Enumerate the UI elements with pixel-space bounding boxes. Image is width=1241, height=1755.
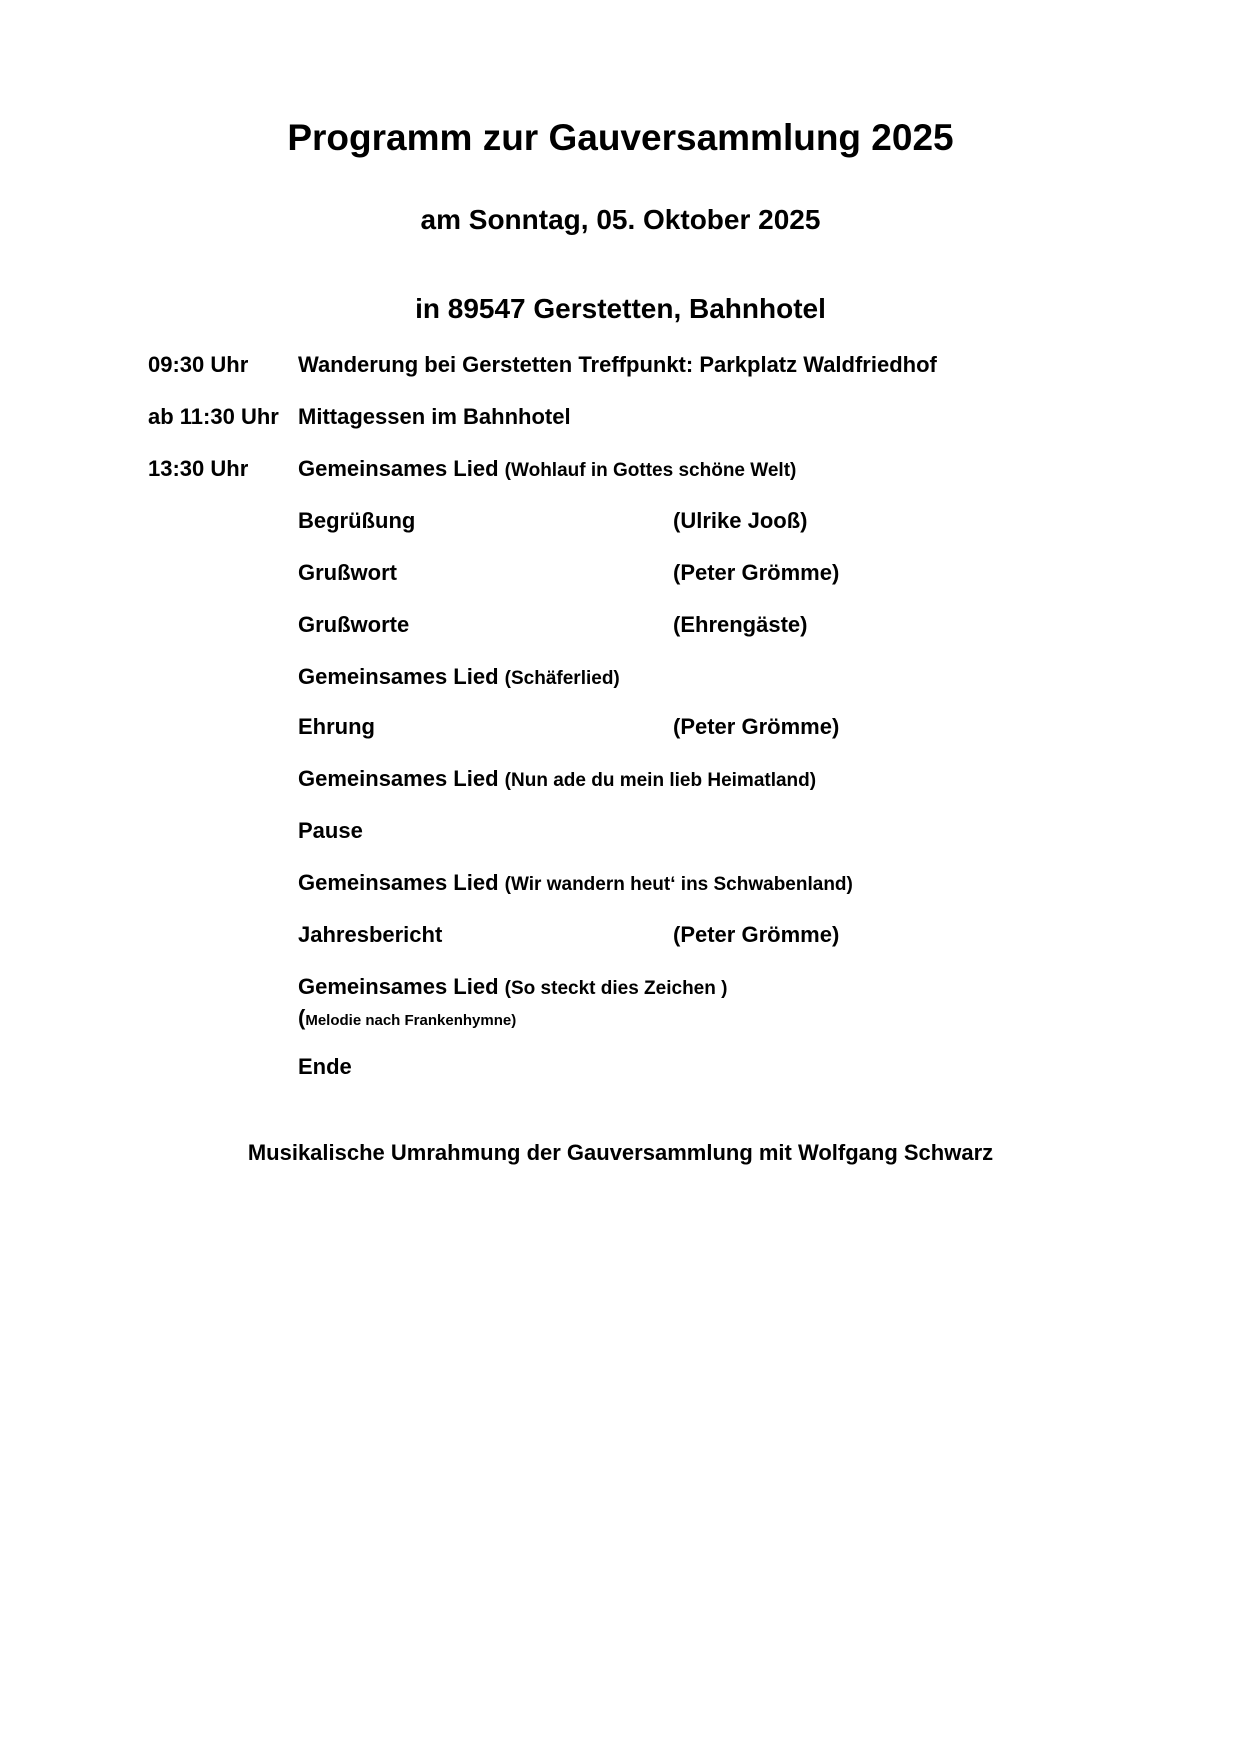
program-row	[0, 1052, 1241, 1082]
program-row	[0, 868, 1241, 898]
melody-open-paren: (	[298, 1005, 306, 1030]
program-person: (Peter Grömme)	[673, 560, 840, 585]
program-item: Ehrung	[298, 714, 375, 739]
schedule-row	[0, 350, 1241, 380]
program-row	[0, 972, 1241, 1002]
program-item	[298, 972, 727, 1004]
program-person: (Peter Grömme)	[673, 714, 840, 739]
song-title: (Wir wandern heut‘ ins Schwabenland)	[504, 874, 853, 895]
program-item: Jahresbericht	[298, 922, 443, 947]
program-row	[0, 506, 1241, 536]
program-person: (Ehrengäste)	[673, 612, 808, 637]
music-credit: Musikalische Umrahmung der Gauversammlung mit Wolfgang Schwarz	[247, 1140, 994, 1165]
event-date: am Sonntag, 05. Oktober 2025	[420, 204, 821, 235]
program-item: Ende	[298, 1054, 352, 1079]
program-item: Begrüßung	[298, 508, 416, 533]
schedule-item	[298, 454, 796, 486]
page-title: Programm zur Gauversammlung 2025	[287, 117, 954, 158]
schedule-row	[0, 454, 1241, 484]
schedule-time: 09:30 Uhr	[148, 352, 249, 377]
schedule-item-label: Gemeinsames Lied	[298, 456, 499, 481]
program-item-label: Gemeinsames Lied	[298, 664, 499, 689]
song-title: (So steckt dies Zeichen )	[504, 978, 728, 999]
program-person: (Peter Grömme)	[673, 922, 840, 947]
program-row	[0, 558, 1241, 588]
program-item	[298, 868, 853, 900]
program-item-label: Gemeinsames Lied	[298, 766, 499, 791]
schedule-item: Wanderung bei Gerstetten Treffpunkt: Parkplatz Waldfriedhof	[298, 352, 937, 377]
song-title: (Nun ade du mein lieb Heimatland)	[504, 770, 817, 791]
program-item: Pause	[298, 818, 363, 843]
song-title: (Wohlauf in Gottes schöne Welt)	[504, 460, 797, 481]
melody-note	[298, 1003, 516, 1036]
program-row	[0, 662, 1241, 692]
program-item-label: Gemeinsames Lied	[298, 870, 499, 895]
schedule-item: Mittagessen im Bahnhotel	[298, 404, 571, 429]
program-item	[298, 764, 816, 796]
program-row	[0, 610, 1241, 640]
program-row	[0, 920, 1241, 950]
program-item: Grußwort	[298, 560, 397, 585]
schedule-time: 13:30 Uhr	[148, 456, 249, 481]
schedule-row	[0, 402, 1241, 432]
program-person: (Ulrike Jooß)	[673, 508, 808, 533]
program-item: Grußworte	[298, 612, 410, 637]
program-item	[298, 662, 620, 694]
program-row	[0, 816, 1241, 846]
schedule-time: ab 11:30 Uhr	[148, 404, 279, 429]
song-title: (Schäferlied)	[504, 668, 620, 689]
program-item-label: Gemeinsames Lied	[298, 974, 499, 999]
melody-text: Melodie nach Frankenhymne)	[305, 1012, 517, 1029]
event-location: in 89547 Gerstetten, Bahnhotel	[415, 293, 826, 324]
program-row	[0, 764, 1241, 794]
program-row	[0, 712, 1241, 742]
